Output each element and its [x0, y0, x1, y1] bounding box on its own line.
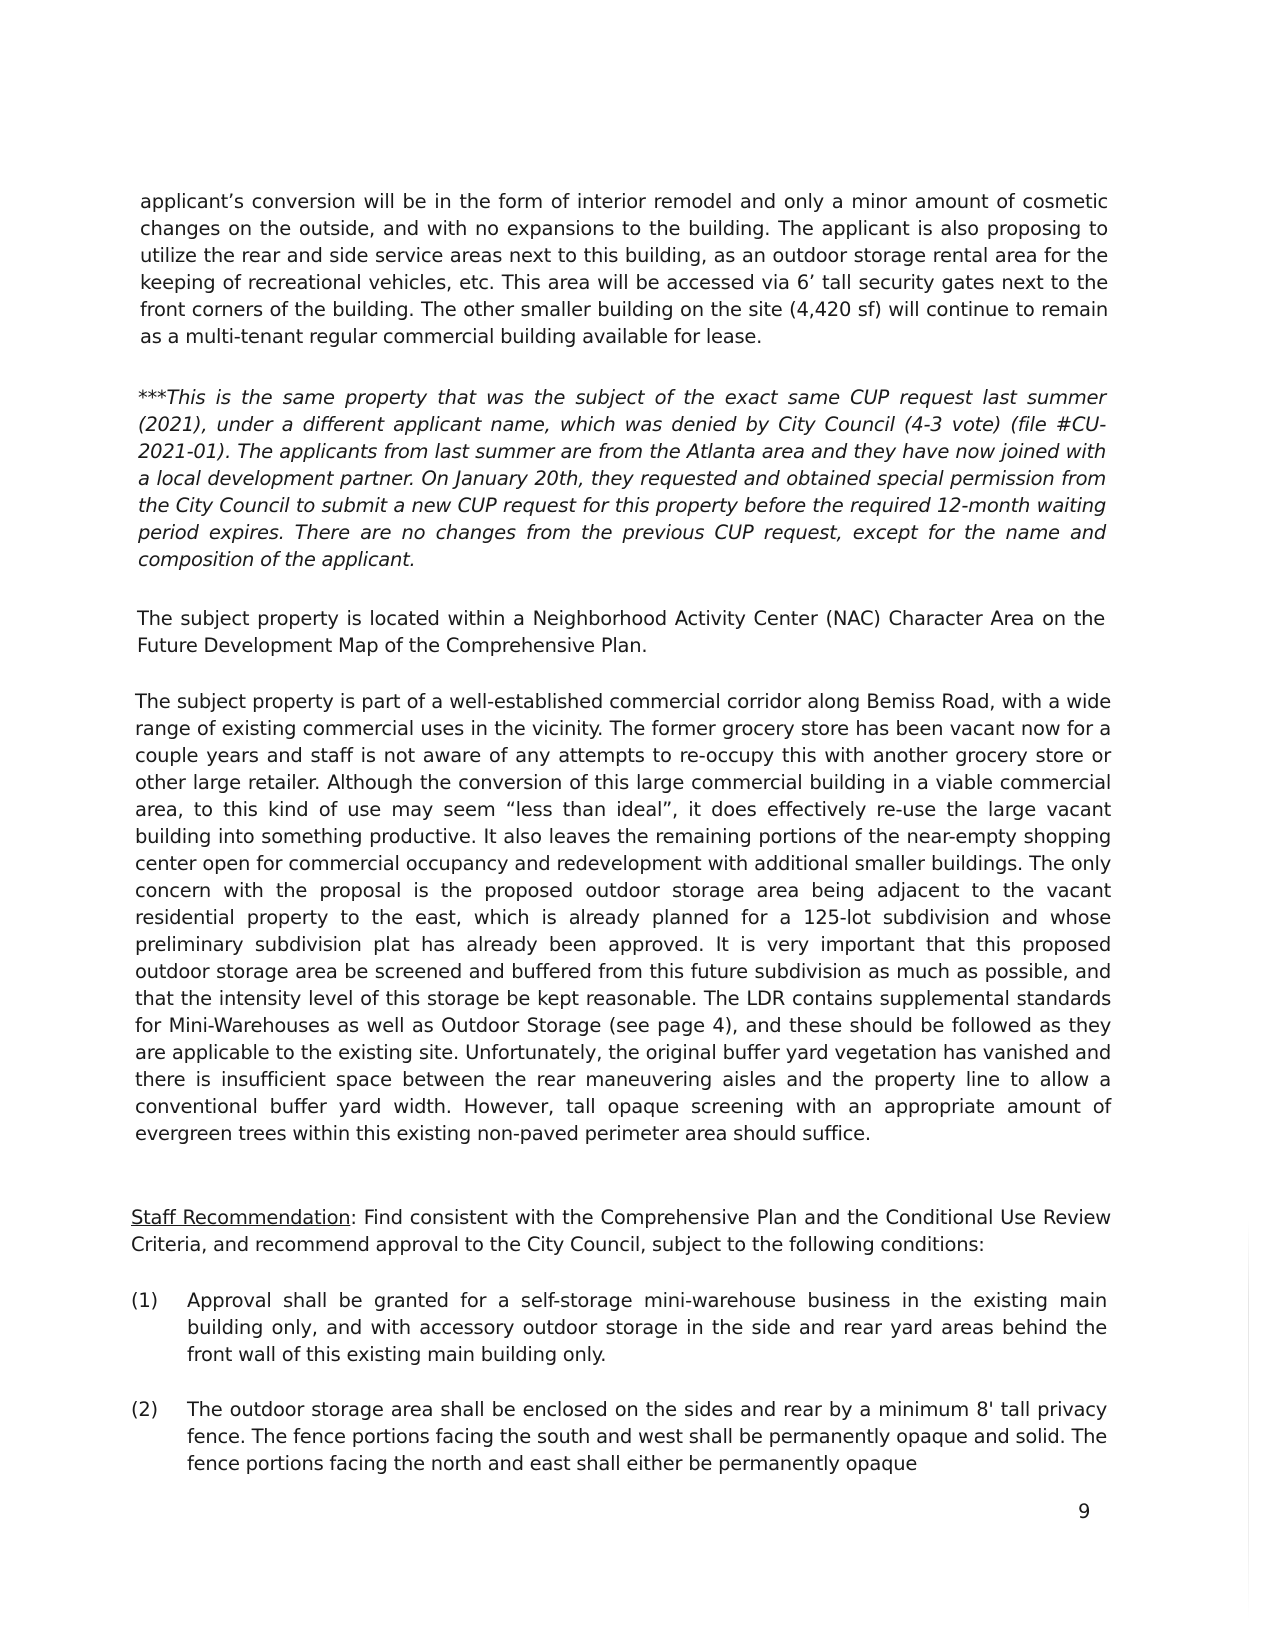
recommendation-colon: : — [350, 1206, 357, 1229]
condition-number: (1) — [131, 1289, 158, 1312]
recommendation-label: Staff Recommendation — [131, 1206, 351, 1229]
character-area-paragraph: The subject property is located within a Neighborhood Activity Center (NAC) Character Area on the Future Development Map of the Comprehensive Plan. — [137, 607, 1105, 657]
body-paragraph: applicant’s conversion will be in the form of interior remodel and only a minor amount of cosmetic changes on the outside, and with no expansions to the building. The applicant is also proposing to utilize the rear and side service areas next to this building, as an outdoor storage rental area for the keeping of recreational vehicles, etc. This area will be accessed via 6’ tall security gates next to the front corners of the building. The other smaller building on the site (4,420 sf) will continue to remain as a multi-tenant regular commercial building available for lease. — [140, 190, 1108, 348]
condition-number: (2) — [131, 1398, 158, 1421]
analysis-paragraph: The subject property is part of a well-established commercial corridor along Bemiss Road, with a wide range of existing commercial uses in the vicinity. The former grocery store has been vacant now for a couple years and staff is not aware of any attempts to re-occupy this with another grocery store or other large retailer. Although the conversion of this large commercial building in a viable commercial area, to this kind of use may seem “less than ideal”, it does effectively re-use the large vacant building into something productive. It also leaves the remaining portions of the near-empty shopping center open for commercial occupancy and redevelopment with additional smaller buildings. The only concern with the proposal is the proposed outdoor storage area being adjacent to the vacant residential property to the east, which is already planned for a 125-lot subdivision and whose preliminary subdivision plat has already been approved. It is very important that this proposed outdoor storage area be screened and buffered from this future subdivision as much as possible, and that the intensity level of this storage be kept reasonable. The LDR contains supplemental standards for Mini-Warehouses as well as Outdoor Storage (see page 4), and these should be followed as they are applicable to the existing site. Unfortunately, the original buffer yard vegetation has vanished and there is insufficient space between the rear maneuvering aisles and the property line to allow a conventional buffer yard width. However, tall opaque screening with an appropriate amount of evergreen trees within this existing non-paved perimeter area should suffice. — [135, 690, 1111, 1145]
condition-text: Approval shall be granted for a self-storage mini-warehouse business in the existing main building only, and with accessory outdoor storage in the side and rear yard areas behind the front wall of this existing main building only. — [187, 1289, 1107, 1366]
prior-request-note: ***This is the same property that was the subject of the exact same CUP request last summer (2021), under a different applicant name, which was denied by City Council (4-3 vote) (file #CU-2021-01). The applicants from last summer are from the Atlanta area and they have now joined with a local development partner. On January 20th, they requested and obtained special permission from the City Council to submit a new CUP request for this property before the required 12-month waiting period expires. There are no changes from the previous CUP request, except for the name and composition of the applicant. — [138, 386, 1106, 571]
recommendation-text: Find consistent with the Comprehensive Plan and the Conditional Use Review Criteria, and recommend approval to the City Council, subject to the following conditions: — [131, 1206, 1111, 1256]
condition-text: The outdoor storage area shall be enclosed on the sides and rear by a minimum 8' tall privacy fence. The fence portions facing the south and west shall be permanently opaque and solid. The fence portions facing the north and east shall either be permanently opaque — [187, 1398, 1107, 1475]
scan-edge-mark — [1248, 1220, 1249, 1620]
page-number: 9 — [1078, 1500, 1091, 1523]
staff-recommendation — [131, 1204, 1111, 1258]
